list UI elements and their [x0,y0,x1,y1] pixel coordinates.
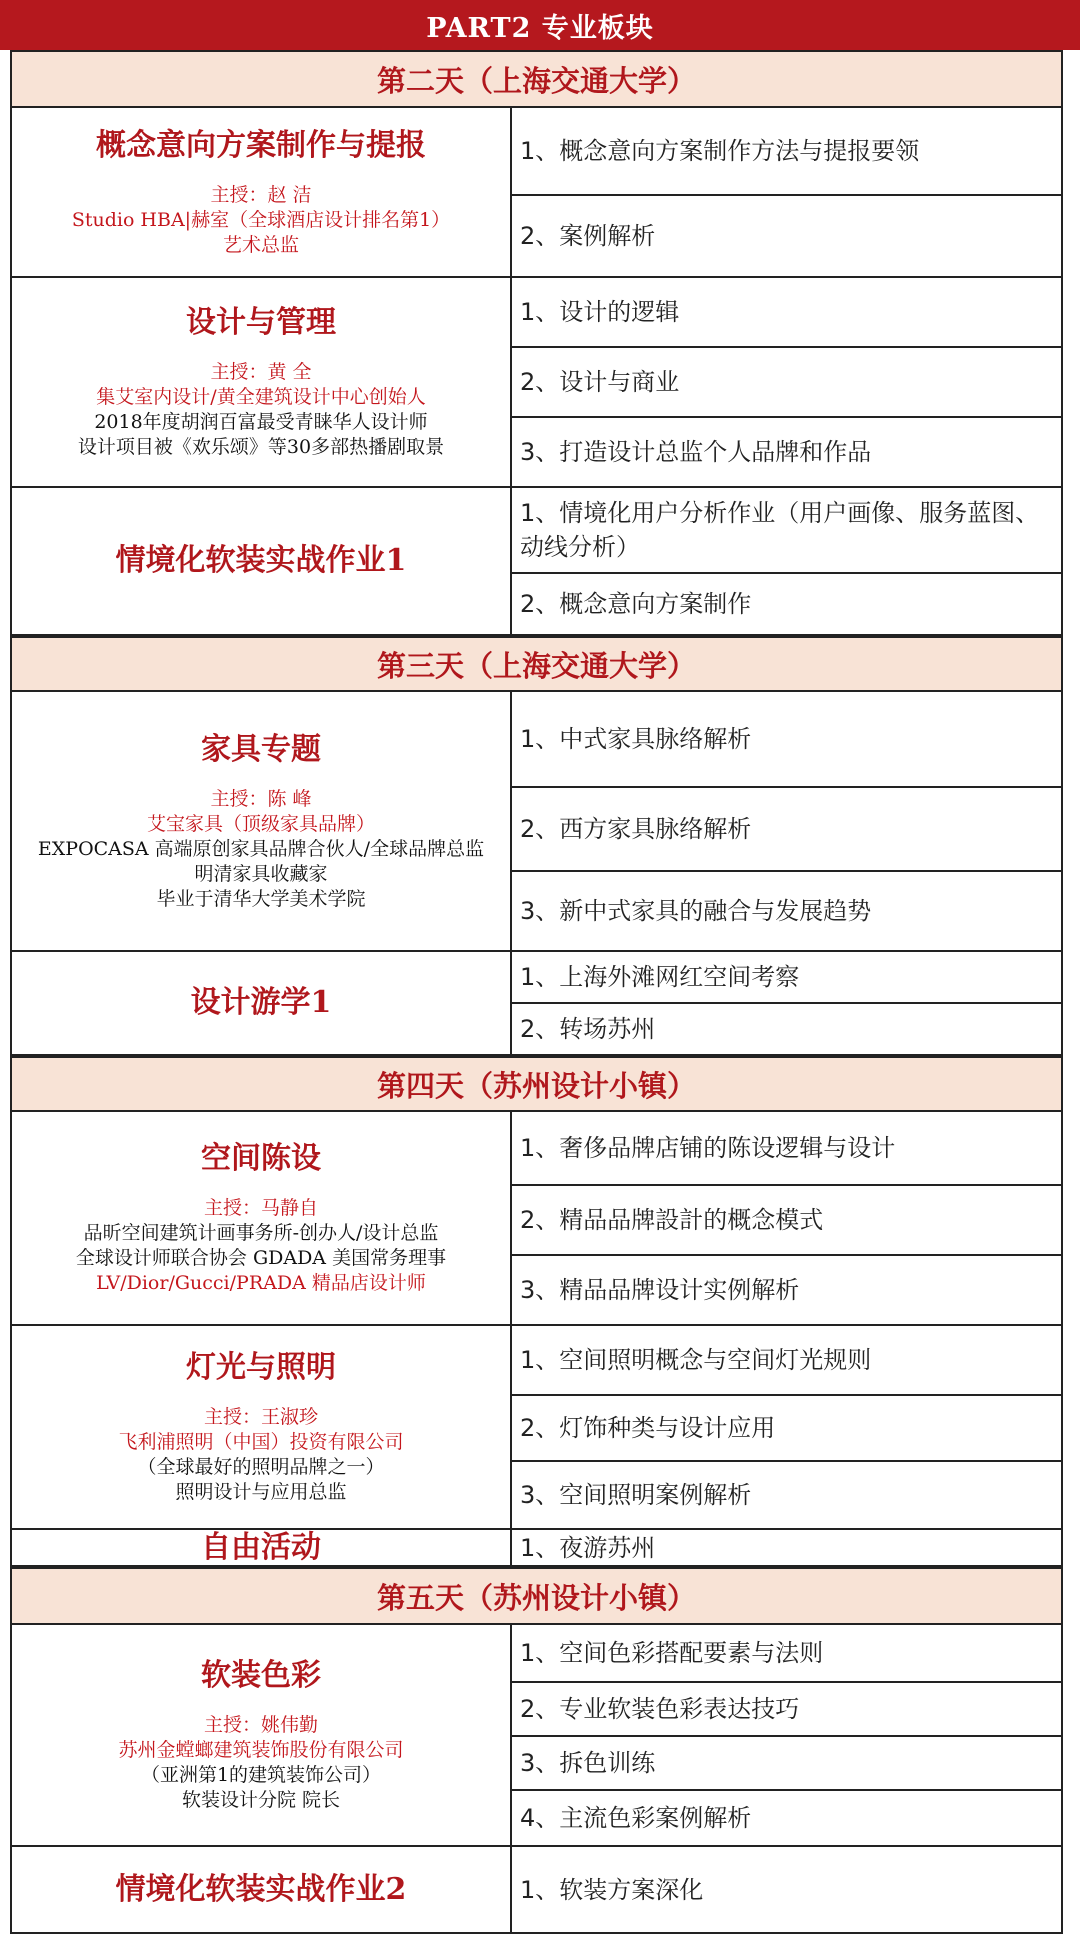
module-cell [10,1625,512,1847]
module-title: 灯光与照明 [186,1350,336,1385]
instructor-line: 飞利浦照明（中国）投资有限公司 [118,1431,404,1453]
instructor-line: 主授：陈 峰 [210,787,312,810]
instructor-line: 苏州金螳螂建筑装饰股份有限公司 [118,1739,404,1761]
topic-item: 2、转场苏州 [512,1004,1063,1056]
module-title: 空间陈设 [201,1141,321,1176]
instructor-line: LV/Dior/Gucci/PRADA 精品店设计师 [96,1272,426,1294]
topic-item: 3、精品品牌设计实例解析 [512,1256,1063,1326]
module-title: 情境化软装实战作业2 [115,1871,407,1907]
topic-item: 3、拆色训练 [512,1737,1063,1791]
topic-item: 2、设计与商业 [512,348,1063,418]
instructor-info [38,787,484,912]
instructor-line: 主授：姚伟勤 [203,1714,318,1736]
topic-item: 1、夜游苏州 [512,1530,1063,1567]
instructor-info [72,183,450,258]
module-title: 概念意向方案制作与提报 [96,127,426,163]
module-cell [10,1326,512,1530]
part-header: PART2 专业板块 [0,0,1080,50]
instructor-line: Studio HBA|赫室（全球酒店设计排名第1） [71,208,451,231]
module-cell [10,1530,512,1567]
module-cell [10,1112,512,1326]
instructor-line: 主授：赵 洁 [210,183,312,206]
instructor-line: 主授：马静自 [203,1197,318,1219]
topic-item: 3、打造设计总监个人品牌和作品 [512,418,1063,488]
module-title: 软装色彩 [201,1658,321,1693]
instructor-line: 主授：黄 全 [210,361,312,383]
topic-item: 2、西方家具脉络解析 [512,788,1063,872]
module-cell [10,692,512,952]
module-cell [10,278,512,488]
topic-item: 1、中式家具脉络解析 [512,692,1063,788]
topic-item: 1、空间照明概念与空间灯光规则 [512,1326,1063,1396]
module-cell [10,488,512,636]
instructor-line: 软装设计分院 院长 [181,1789,341,1811]
instructor-info [118,1405,403,1505]
instructor-info [78,360,444,460]
day-header: 第四天（苏州设计小镇） [10,1056,1063,1112]
instructor-info [76,1196,446,1296]
topic-item: 2、精品品牌設計的概念模式 [512,1186,1063,1256]
day-header: 第五天（苏州设计小镇） [10,1567,1063,1625]
topic-item: 1、概念意向方案制作方法与提报要领 [512,108,1063,196]
topic-item: 3、新中式家具的融合与发展趋势 [512,872,1063,952]
topic-item: 1、软装方案深化 [512,1847,1063,1934]
topic-item: 1、奢侈品牌店铺的陈设逻辑与设计 [512,1112,1063,1186]
module-title: 设计游学1 [190,985,332,1020]
instructor-line: 主授：王淑珍 [203,1406,318,1428]
instructor-line: 集艾室内设计/黄全建筑设计中心创始人 [96,386,426,408]
topic-item: 1、上海外滩网红空间考察 [512,952,1063,1004]
instructor-line: 明清家具收藏家 [194,862,328,885]
instructor-line: 照明设计与应用总监 [175,1481,347,1503]
topic-item: 2、概念意向方案制作 [512,574,1063,636]
instructor-line: （亚洲第1的建筑装饰公司） [140,1764,382,1786]
instructor-line: 设计项目被《欢乐颂》等30多部热播剧取景 [77,436,445,458]
topic-item: 2、灯饰种类与设计应用 [512,1396,1063,1462]
instructor-line: 毕业于清华大学美术学院 [156,887,366,910]
module-title: 家具专题 [201,731,321,767]
module-title: 自由活动 [201,1529,321,1565]
instructor-line: 艾宝家具（顶级家具品牌） [146,812,375,835]
instructor-line: 艺术总监 [222,233,299,256]
instructor-line: 全球设计师联合协会 GDADA 美国常务理事 [75,1247,447,1269]
topic-item: 3、空间照明案例解析 [512,1462,1063,1530]
module-cell [10,1847,512,1934]
module-title: 情境化软装实战作业1 [115,543,407,578]
instructor-line: 品昕空间建筑计画事务所-创办人/设计总监 [83,1222,439,1244]
topic-item: 2、案例解析 [512,196,1063,278]
module-title: 设计与管理 [186,305,336,340]
module-cell [10,108,512,278]
module-cell [10,952,512,1056]
topic-item: 2、专业软装色彩表达技巧 [512,1683,1063,1737]
topic-item: 1、情境化用户分析作业（用户画像、服务蓝图、动线分析） [512,488,1063,574]
day-header: 第二天（上海交通大学） [10,50,1063,108]
instructor-line: 2018年度胡润百富最受青睐华人设计师 [94,411,428,433]
topic-item: 1、设计的逻辑 [512,278,1063,348]
instructor-info [118,1713,403,1813]
topic-item: 4、主流色彩案例解析 [512,1791,1063,1847]
day-header: 第三天（上海交通大学） [10,636,1063,692]
instructor-line: （全球最好的照明品牌之一） [137,1456,385,1478]
topic-item: 1、空间色彩搭配要素与法则 [512,1625,1063,1683]
instructor-line: EXPOCASA 高端原创家具品牌合伙人/全球品牌总监 [37,837,485,860]
